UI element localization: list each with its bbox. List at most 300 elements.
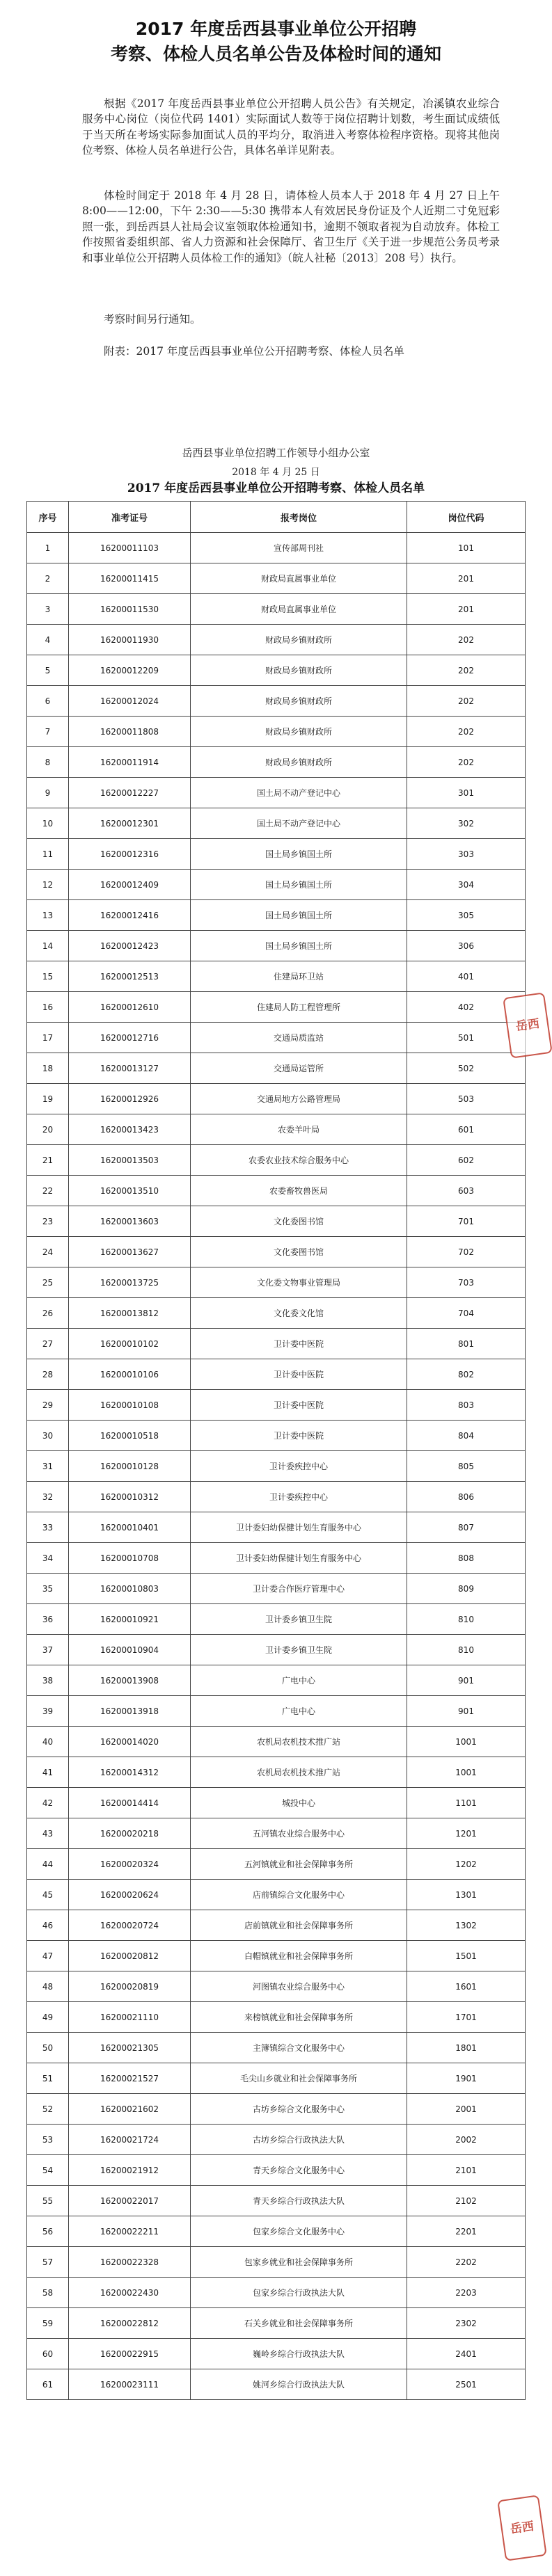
cell-position: 广电中心 [191, 1696, 407, 1727]
cell-index: 52 [27, 2094, 69, 2125]
cell-position-code: 807 [407, 1512, 526, 1543]
cell-index: 6 [27, 686, 69, 717]
cell-exam-number: 16200014312 [69, 1757, 191, 1788]
cell-position-code: 2203 [407, 2278, 526, 2308]
cell-exam-number: 16200013908 [69, 1665, 191, 1696]
table-row [27, 2308, 526, 2339]
notice-title-line1: 2017 年度岳西县事业单位公开招聘 [135, 19, 417, 39]
cell-position: 姚河乡综合行政执法大队 [191, 2369, 407, 2400]
cell-index: 56 [27, 2216, 69, 2247]
cell-index: 44 [27, 1849, 69, 1880]
cell-position: 店前镇就业和社会保障事务所 [191, 1910, 407, 1941]
table-row [27, 1512, 526, 1543]
cell-position: 城投中心 [191, 1788, 407, 1818]
cell-index: 58 [27, 2278, 69, 2308]
cell-position: 住建局人防工程管理所 [191, 992, 407, 1023]
cell-index: 30 [27, 1421, 69, 1451]
cell-exam-number: 16200010803 [69, 1574, 191, 1604]
cell-position: 农机局农机技术推广站 [191, 1727, 407, 1757]
cell-index: 40 [27, 1727, 69, 1757]
cell-index: 25 [27, 1267, 69, 1298]
table-row [27, 1604, 526, 1635]
cell-index: 54 [27, 2155, 69, 2186]
cell-exam-number: 16200011808 [69, 717, 191, 747]
cell-exam-number: 16200013725 [69, 1267, 191, 1298]
cell-position: 河图镇农业综合服务中心 [191, 1971, 407, 2002]
cell-position: 文化委文化馆 [191, 1298, 407, 1329]
cell-position-code: 1901 [407, 2063, 526, 2094]
table-row [27, 625, 526, 655]
cell-exam-number: 16200021724 [69, 2125, 191, 2155]
cell-position-code: 901 [407, 1665, 526, 1696]
cell-index: 18 [27, 1053, 69, 1084]
table-row [27, 2155, 526, 2186]
cell-position-code: 803 [407, 1390, 526, 1421]
cell-index: 60 [27, 2339, 69, 2369]
cell-position-code: 2501 [407, 2369, 526, 2400]
cell-index: 2 [27, 563, 69, 594]
cell-position-code: 2302 [407, 2308, 526, 2339]
table-row [27, 2186, 526, 2216]
cell-position: 国土局不动产登记中心 [191, 808, 407, 839]
cell-position-code: 1201 [407, 1818, 526, 1849]
cell-position-code: 202 [407, 717, 526, 747]
cell-position-code: 804 [407, 1421, 526, 1451]
cell-exam-number: 16200020819 [69, 1971, 191, 2002]
table-row [27, 992, 526, 1023]
table-title: 2017 年度岳西县事业单位公开招聘考察、体检人员名单 [127, 481, 425, 495]
cell-position-code: 702 [407, 1237, 526, 1267]
table-row [27, 808, 526, 839]
table-row [27, 717, 526, 747]
cell-index: 21 [27, 1145, 69, 1176]
cell-position-code: 805 [407, 1451, 526, 1482]
cell-position-code: 1501 [407, 1941, 526, 1971]
cell-exam-number: 16200022812 [69, 2308, 191, 2339]
table-row [27, 1849, 526, 1880]
cell-position-code: 101 [407, 533, 526, 563]
seal-stamp: 岳西 [497, 2495, 547, 2561]
table-row [27, 1421, 526, 1451]
cell-position: 农机局农机技术推广站 [191, 1757, 407, 1788]
table-row [27, 1237, 526, 1267]
table-row [27, 1114, 526, 1145]
cell-position-code: 302 [407, 808, 526, 839]
cell-position: 青天乡综合行政执法大队 [191, 2186, 407, 2216]
cell-position: 卫计委中医院 [191, 1329, 407, 1359]
cell-index: 51 [27, 2063, 69, 2094]
table-row [27, 1145, 526, 1176]
cell-position-code: 202 [407, 655, 526, 686]
cell-index: 14 [27, 931, 69, 961]
cell-position: 宣传部周刊社 [191, 533, 407, 563]
cell-position: 交通局运管所 [191, 1053, 407, 1084]
table-row [27, 533, 526, 563]
cell-index: 22 [27, 1176, 69, 1206]
notice-title-line2: 考察、体检人员名单公告及体检时间的通知 [110, 44, 441, 64]
cell-exam-number: 16200012610 [69, 992, 191, 1023]
table-row [27, 1971, 526, 2002]
cell-position: 店前镇综合文化服务中心 [191, 1880, 407, 1910]
cell-position: 农委畜牧兽医局 [191, 1176, 407, 1206]
cell-position: 财政局乡镇财政所 [191, 686, 407, 717]
cell-index: 42 [27, 1788, 69, 1818]
header-position: 报考岗位 [191, 502, 407, 533]
cell-position: 巍岭乡综合行政执法大队 [191, 2339, 407, 2369]
cell-position-code: 202 [407, 625, 526, 655]
cell-position-code: 1302 [407, 1910, 526, 1941]
cell-position-code: 303 [407, 839, 526, 870]
cell-exam-number: 16200012209 [69, 655, 191, 686]
cell-index: 61 [27, 2369, 69, 2400]
cell-position: 卫计委合作医疗管理中心 [191, 1574, 407, 1604]
table-row [27, 1941, 526, 1971]
table-row [27, 1880, 526, 1910]
notice-paragraph-2: 体检时间定于 2018 年 4 月 28 日，请体检人员本人于 2018 年 4 月 27 日上午 8:00——12:00，下午 2:30——5:30 携带本人有效居民身份证及个人近期二寸免冠彩照一张，到岳西县人社局会议室领取体检通知书，逾期不领取者视为自动放弃。体检工作按照省委组织部、省人力资源和社会保障厅、省卫生厅《关于进一步规范公务员考录和事业单位公开招聘人员体检工作的通知》（皖人社秘〔2013〕208 号）执行。 [82, 189, 500, 264]
table-row [27, 1574, 526, 1604]
cell-position: 广电中心 [191, 1665, 407, 1696]
cell-exam-number: 16200011530 [69, 594, 191, 625]
cell-position-code: 502 [407, 1053, 526, 1084]
table-header-row [27, 502, 526, 533]
cell-position-code: 806 [407, 1482, 526, 1512]
table-row [27, 2339, 526, 2369]
cell-position-code: 202 [407, 686, 526, 717]
table-row [27, 1788, 526, 1818]
table-row [27, 1635, 526, 1665]
cell-exam-number: 16200013627 [69, 1237, 191, 1267]
cell-exam-number: 16200010708 [69, 1543, 191, 1574]
table-row [27, 1727, 526, 1757]
table-row [27, 1359, 526, 1390]
cell-position: 毛尖山乡就业和社会保障事务所 [191, 2063, 407, 2094]
cell-exam-number: 16200012301 [69, 808, 191, 839]
table-row [27, 1176, 526, 1206]
table-row [27, 1053, 526, 1084]
cell-index: 12 [27, 870, 69, 900]
cell-exam-number: 16200010921 [69, 1604, 191, 1635]
cell-position-code: 602 [407, 1145, 526, 1176]
cell-index: 8 [27, 747, 69, 778]
cell-index: 23 [27, 1206, 69, 1237]
cell-index: 33 [27, 1512, 69, 1543]
cell-index: 39 [27, 1696, 69, 1727]
table-row [27, 2063, 526, 2094]
table-row [27, 1023, 526, 1053]
cell-position-code: 201 [407, 563, 526, 594]
cell-index: 5 [27, 655, 69, 686]
cell-index: 48 [27, 1971, 69, 2002]
cell-position: 古坊乡综合文化服务中心 [191, 2094, 407, 2125]
cell-position: 财政局乡镇财政所 [191, 655, 407, 686]
cell-exam-number: 16200013918 [69, 1696, 191, 1727]
table-row [27, 2002, 526, 2033]
cell-position: 文化委文物事业管理局 [191, 1267, 407, 1298]
cell-position: 五河镇农业综合服务中心 [191, 1818, 407, 1849]
cell-index: 16 [27, 992, 69, 1023]
cell-position-code: 2201 [407, 2216, 526, 2247]
cell-index: 50 [27, 2033, 69, 2063]
cell-position: 卫计委妇幼保健计划生育服务中心 [191, 1512, 407, 1543]
cell-position-code: 810 [407, 1635, 526, 1665]
cell-exam-number: 16200013127 [69, 1053, 191, 1084]
cell-position: 卫计委乡镇卫生院 [191, 1604, 407, 1635]
cell-exam-number: 16200012423 [69, 931, 191, 961]
cell-exam-number: 16200012024 [69, 686, 191, 717]
cell-index: 49 [27, 2002, 69, 2033]
table-row [27, 1696, 526, 1727]
cell-position-code: 810 [407, 1604, 526, 1635]
table-row [27, 1267, 526, 1298]
cell-index: 19 [27, 1084, 69, 1114]
cell-position-code: 1202 [407, 1849, 526, 1880]
cell-position-code: 1701 [407, 2002, 526, 2033]
cell-position-code: 402 [407, 992, 526, 1023]
cell-position: 古坊乡综合行政执法大队 [191, 2125, 407, 2155]
table-row [27, 1206, 526, 1237]
cell-index: 20 [27, 1114, 69, 1145]
cell-position-code: 201 [407, 594, 526, 625]
header-position-code: 岗位代码 [407, 502, 526, 533]
cell-exam-number: 16200013503 [69, 1145, 191, 1176]
cell-position: 财政局乡镇财政所 [191, 717, 407, 747]
cell-position-code: 1301 [407, 1880, 526, 1910]
cell-position-code: 801 [407, 1329, 526, 1359]
cell-position-code: 601 [407, 1114, 526, 1145]
cell-position: 青天乡综合文化服务中心 [191, 2155, 407, 2186]
table-row [27, 2094, 526, 2125]
cell-exam-number: 16200010312 [69, 1482, 191, 1512]
cell-position: 卫计委乡镇卫生院 [191, 1635, 407, 1665]
table-row [27, 1665, 526, 1696]
table-row [27, 747, 526, 778]
table-row [27, 900, 526, 931]
cell-position-code: 401 [407, 961, 526, 992]
cell-position-code: 301 [407, 778, 526, 808]
table-row [27, 1910, 526, 1941]
table-row [27, 1329, 526, 1359]
cell-exam-number: 16200021527 [69, 2063, 191, 2094]
cell-index: 9 [27, 778, 69, 808]
cell-position-code: 1001 [407, 1727, 526, 1757]
cell-index: 55 [27, 2186, 69, 2216]
cell-index: 35 [27, 1574, 69, 1604]
table-row [27, 1757, 526, 1788]
cell-exam-number: 16200022328 [69, 2247, 191, 2278]
notice-paragraph-3: 考察时间另行通知。 [104, 313, 201, 326]
cell-index: 59 [27, 2308, 69, 2339]
cell-index: 10 [27, 808, 69, 839]
cell-position: 包家乡综合文化服务中心 [191, 2216, 407, 2247]
cell-position: 白帽镇就业和社会保障事务所 [191, 1941, 407, 1971]
cell-index: 28 [27, 1359, 69, 1390]
cell-position: 卫计委中医院 [191, 1359, 407, 1390]
cell-exam-number: 16200021602 [69, 2094, 191, 2125]
cell-exam-number: 16200021305 [69, 2033, 191, 2063]
cell-exam-number: 16200020324 [69, 1849, 191, 1880]
cell-position-code: 2102 [407, 2186, 526, 2216]
cell-exam-number: 16200010401 [69, 1512, 191, 1543]
cell-index: 57 [27, 2247, 69, 2278]
candidate-table [26, 501, 526, 2400]
cell-position-code: 2001 [407, 2094, 526, 2125]
table-row [27, 2278, 526, 2308]
cell-exam-number: 16200021912 [69, 2155, 191, 2186]
cell-position-code: 2002 [407, 2125, 526, 2155]
table-row [27, 2216, 526, 2247]
cell-exam-number: 16200022915 [69, 2339, 191, 2369]
table-row [27, 686, 526, 717]
cell-position: 国土局不动产登记中心 [191, 778, 407, 808]
cell-exam-number: 16200022430 [69, 2278, 191, 2308]
cell-index: 32 [27, 1482, 69, 1512]
cell-position-code: 603 [407, 1176, 526, 1206]
cell-position-code: 501 [407, 1023, 526, 1053]
cell-index: 7 [27, 717, 69, 747]
cell-position: 卫计委妇幼保健计划生育服务中心 [191, 1543, 407, 1574]
cell-index: 1 [27, 533, 69, 563]
cell-exam-number: 16200022017 [69, 2186, 191, 2216]
cell-exam-number: 16200020218 [69, 1818, 191, 1849]
table-row [27, 655, 526, 686]
cell-exam-number: 16200011415 [69, 563, 191, 594]
table-row [27, 931, 526, 961]
table-row [27, 1543, 526, 1574]
cell-position-code: 305 [407, 900, 526, 931]
table-row [27, 870, 526, 900]
cell-exam-number: 16200013603 [69, 1206, 191, 1237]
cell-exam-number: 16200012716 [69, 1023, 191, 1053]
cell-position: 包家乡就业和社会保障事务所 [191, 2247, 407, 2278]
cell-index: 37 [27, 1635, 69, 1665]
cell-position: 财政局直属事业单位 [191, 594, 407, 625]
cell-position: 国土局乡镇国土所 [191, 900, 407, 931]
cell-position: 国土局乡镇国土所 [191, 839, 407, 870]
cell-position: 财政局直属事业单位 [191, 563, 407, 594]
cell-position-code: 802 [407, 1359, 526, 1390]
table-row [27, 1818, 526, 1849]
cell-exam-number: 16200010102 [69, 1329, 191, 1359]
cell-exam-number: 16200011930 [69, 625, 191, 655]
cell-exam-number: 16200010108 [69, 1390, 191, 1421]
cell-position-code: 704 [407, 1298, 526, 1329]
cell-exam-number: 16200012926 [69, 1084, 191, 1114]
table-row [27, 778, 526, 808]
table-row [27, 2247, 526, 2278]
cell-index: 31 [27, 1451, 69, 1482]
issue-date: 2018 年 4 月 25 日 [232, 467, 320, 478]
cell-position: 文化委图书馆 [191, 1206, 407, 1237]
cell-exam-number: 16200014020 [69, 1727, 191, 1757]
issuing-office: 岳西县事业单位招聘工作领导小组办公室 [182, 447, 370, 459]
cell-position: 交通局地方公路管理局 [191, 1084, 407, 1114]
cell-index: 43 [27, 1818, 69, 1849]
cell-exam-number: 16200013812 [69, 1298, 191, 1329]
cell-exam-number: 16200010106 [69, 1359, 191, 1390]
cell-index: 13 [27, 900, 69, 931]
cell-index: 24 [27, 1237, 69, 1267]
cell-index: 36 [27, 1604, 69, 1635]
cell-index: 11 [27, 839, 69, 870]
cell-position-code: 306 [407, 931, 526, 961]
cell-exam-number: 16200012227 [69, 778, 191, 808]
cell-position-code: 304 [407, 870, 526, 900]
cell-position: 主簿镇综合文化服务中心 [191, 2033, 407, 2063]
table-row [27, 1298, 526, 1329]
cell-index: 46 [27, 1910, 69, 1941]
cell-exam-number: 16200020724 [69, 1910, 191, 1941]
cell-position-code: 2101 [407, 2155, 526, 2186]
cell-index: 29 [27, 1390, 69, 1421]
cell-position-code: 808 [407, 1543, 526, 1574]
cell-position-code: 901 [407, 1696, 526, 1727]
cell-index: 53 [27, 2125, 69, 2155]
cell-index: 26 [27, 1298, 69, 1329]
cell-position: 交通局质监站 [191, 1023, 407, 1053]
notice-attachment-note: 附表：2017 年度岳西县事业单位公开招聘考察、体检人员名单 [104, 345, 404, 358]
cell-exam-number: 16200010518 [69, 1421, 191, 1451]
notice-paragraph-1: 根据《2017 年度岳西县事业单位公开招聘人员公告》有关规定，冶溪镇农业综合服务中心岗位（岗位代码 1401）实际面试人数等于岗位招聘计划数，考生面试成绩低于当天所在考场实际参加面试人员的平均分，取消进入考察体检程序资格。现将其他岗位考察、体检人员名单进行公告，具体名单详见附表。 [82, 97, 500, 157]
cell-position: 财政局乡镇财政所 [191, 747, 407, 778]
cell-index: 34 [27, 1543, 69, 1574]
cell-position: 卫计委中医院 [191, 1421, 407, 1451]
table-row [27, 2369, 526, 2400]
cell-position-code: 703 [407, 1267, 526, 1298]
cell-exam-number: 16200012416 [69, 900, 191, 931]
cell-exam-number: 16200013510 [69, 1176, 191, 1206]
cell-index: 47 [27, 1941, 69, 1971]
cell-index: 38 [27, 1665, 69, 1696]
table-row [27, 2033, 526, 2063]
cell-exam-number: 16200012316 [69, 839, 191, 870]
seal-stamp: 岳西 [503, 992, 552, 1058]
cell-exam-number: 16200012409 [69, 870, 191, 900]
cell-index: 27 [27, 1329, 69, 1359]
table-row [27, 839, 526, 870]
cell-exam-number: 16200011103 [69, 533, 191, 563]
cell-position: 石关乡就业和社会保障事务所 [191, 2308, 407, 2339]
cell-position-code: 1001 [407, 1757, 526, 1788]
cell-index: 4 [27, 625, 69, 655]
cell-exam-number: 16200011914 [69, 747, 191, 778]
cell-position-code: 2202 [407, 2247, 526, 2278]
cell-exam-number: 16200020624 [69, 1880, 191, 1910]
cell-index: 17 [27, 1023, 69, 1053]
cell-position-code: 1601 [407, 1971, 526, 2002]
cell-position: 财政局乡镇财政所 [191, 625, 407, 655]
cell-index: 45 [27, 1880, 69, 1910]
cell-position: 卫计委疾控中心 [191, 1482, 407, 1512]
table-row [27, 563, 526, 594]
cell-index: 3 [27, 594, 69, 625]
cell-exam-number: 16200022211 [69, 2216, 191, 2247]
table-row [27, 1451, 526, 1482]
cell-position: 卫计委中医院 [191, 1390, 407, 1421]
header-exam-number: 准考证号 [69, 502, 191, 533]
cell-exam-number: 16200021110 [69, 2002, 191, 2033]
table-row [27, 1084, 526, 1114]
cell-position-code: 701 [407, 1206, 526, 1237]
cell-exam-number: 16200010128 [69, 1451, 191, 1482]
table-row [27, 594, 526, 625]
cell-position-code: 2401 [407, 2339, 526, 2369]
cell-exam-number: 16200014414 [69, 1788, 191, 1818]
cell-index: 41 [27, 1757, 69, 1788]
header-index: 序号 [27, 502, 69, 533]
cell-position: 包家乡综合行政执法大队 [191, 2278, 407, 2308]
cell-position: 卫计委疾控中心 [191, 1451, 407, 1482]
table-row [27, 1390, 526, 1421]
